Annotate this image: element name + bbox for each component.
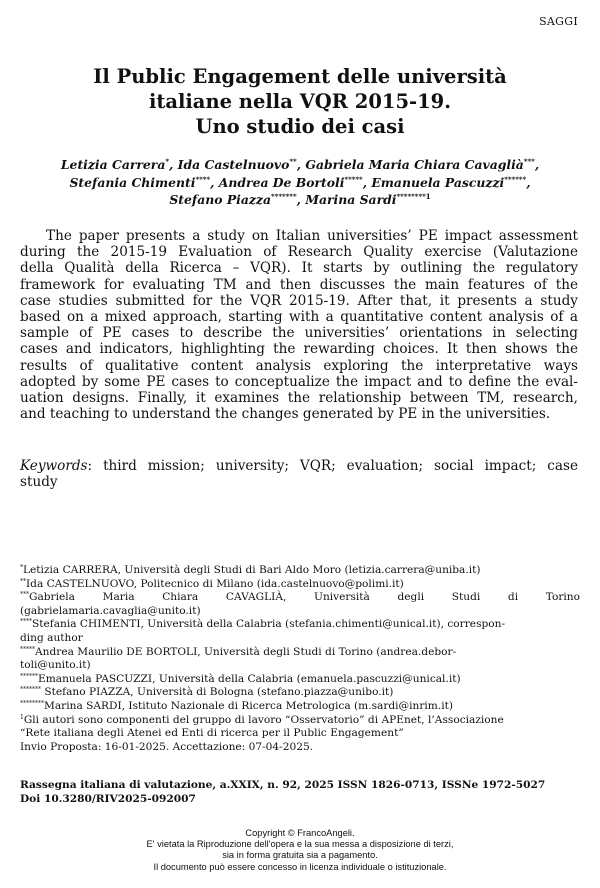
author-separator: , bbox=[526, 174, 531, 190]
author-separator: , bbox=[296, 157, 306, 172]
author-mark: ********1 bbox=[396, 192, 431, 201]
footnote-mark: ***** bbox=[20, 645, 35, 653]
footnote-continuation: toli@unito.it) bbox=[20, 659, 91, 672]
section-label: SAGGI bbox=[539, 15, 578, 28]
author-line bbox=[20, 174, 580, 192]
title-line: Uno studio dei casi bbox=[195, 115, 405, 138]
abstract-line: della Qualità della Ricerca – VQR). It starts by outlining the regulatory bbox=[20, 260, 578, 277]
footnote: ******Emanuela PASCUZZI, Università della Calabria (emanuela.pascuzzi@unical.it) bbox=[20, 672, 461, 685]
keywords bbox=[20, 458, 578, 490]
footnote-mark: 1 bbox=[20, 713, 24, 721]
footnote-continuation: ding author bbox=[20, 631, 83, 644]
journal-doi: Doi 10.3280/RIV2025-092007 bbox=[20, 792, 196, 805]
footnote-mark: **** bbox=[20, 618, 32, 626]
author-name: Letizia Carrera bbox=[60, 157, 166, 172]
author-separator: , bbox=[362, 174, 372, 190]
author-mark: ****** bbox=[504, 174, 527, 184]
article-title bbox=[40, 64, 560, 139]
footnote: **Ida CASTELNUOVO, Politecnico di Milano (ida.castelnuovo@polimi.it) bbox=[20, 577, 404, 590]
author-list bbox=[20, 156, 580, 209]
footnote-continuation: “Rete italiana degli Atenei ed Enti di ricerca per il Public Engagement” bbox=[20, 727, 404, 740]
footnote: *Letizia CARRERA, Università degli Studi di Bari Aldo Moro (letizia.carrera@uniba.it) bbox=[20, 564, 481, 576]
abstract-line: based on a mixed approach, starting with a quantitative content analysis of a bbox=[20, 308, 578, 325]
author-mark: * bbox=[165, 157, 170, 166]
footnote-mark: ** bbox=[20, 577, 26, 585]
author-line bbox=[20, 191, 580, 209]
author-name: Emanuela Pascuzzi bbox=[371, 174, 505, 190]
author-separator: , bbox=[210, 174, 219, 190]
footnote: ***Gabriela Maria Chiara CAVAGLIÀ, Università degli Studi di Torino bbox=[20, 591, 580, 604]
footnote-mark: ******* bbox=[20, 686, 41, 694]
footnote: $^1$Gli autori sono componenti del gruppo di lavoro “Osservatorio” di APEnet, l’Associazione bbox=[20, 713, 504, 726]
abstract-line: uation designs. Finally, it examines the relationship between TM, research, bbox=[20, 389, 578, 406]
author-mark: ** bbox=[289, 157, 297, 166]
keywords-text: : third mission; university; VQR; evaluation; social impact; case bbox=[87, 458, 578, 474]
abstract-line: and teaching to understand the changes generated by PE in the universities. bbox=[20, 406, 551, 423]
author-name: Andrea De Bortoli bbox=[218, 174, 345, 190]
copyright-notice bbox=[0, 828, 600, 873]
author-name: Ida Castelnuovo bbox=[177, 157, 290, 172]
keywords-label: Keywords bbox=[20, 458, 88, 474]
author-name: Gabriela Maria Chiara Cavaglià bbox=[305, 157, 524, 172]
author-mark: ***** bbox=[344, 174, 363, 184]
copyright-line: sia in forma gratuita sia a pagamento. bbox=[222, 850, 378, 861]
author-name: Stefano Piazza bbox=[169, 192, 271, 207]
footnote-mark: *** bbox=[20, 591, 29, 599]
author-line bbox=[20, 156, 580, 174]
author-separator: , bbox=[169, 157, 178, 172]
footnote-mark: ******** bbox=[20, 699, 44, 707]
author-separator: , bbox=[296, 192, 306, 207]
copyright-line: Copyright © FrancoAngeli. bbox=[245, 828, 355, 838]
abstract-line: adopted by some PE cases to conceptualize the impact and to define the eval- bbox=[20, 373, 578, 390]
footnote-continuation: (gabrielamaria.cavaglia@unito.it) bbox=[20, 604, 201, 617]
author-name: Marina Sardi bbox=[305, 192, 397, 207]
footnote-mark: ****** bbox=[20, 672, 38, 680]
footnotes bbox=[20, 564, 580, 754]
footnote: ********Marina SARDI, Istituto Nazionale di Ricerca Metrologica (m.sardi@inrim.it) bbox=[20, 699, 453, 712]
footnote: ****Stefania CHIMENTI, Università della Calabria (stefania.chimenti@unical.it), correspon- bbox=[20, 618, 506, 631]
footnote-mark: * bbox=[20, 564, 23, 571]
journal-citation: Rassegna italiana di valutazione, a.XXIX, n. 92, 2025 ISSN 1826-0713, ISSNe 1972-5027 bbox=[20, 779, 546, 791]
journal-info bbox=[20, 779, 580, 807]
abstract-line: case studies submitted for the VQR 2015-19. After that, it presents a study bbox=[20, 292, 578, 309]
copyright-line: E' vietata la Riproduzione dell'opera e la sua messa a disposizione di terzi, bbox=[146, 839, 454, 850]
abstract-line: The paper presents a study on Italian universities’ PE impact assessment bbox=[46, 228, 578, 244]
abstract bbox=[20, 228, 578, 422]
author-separator: , bbox=[534, 157, 540, 172]
author-mark: *** bbox=[523, 157, 535, 166]
footnote: ******* Stefano PIAZZA, Università di Bologna (stefano.piazza@unibo.it) bbox=[20, 686, 394, 699]
keywords-line bbox=[20, 458, 578, 474]
abstract-line: sample of PE cases to describe the universities’ orientations in selecting bbox=[20, 325, 578, 342]
keywords-line: study bbox=[20, 474, 58, 491]
title-line: italiane nella VQR 2015-19. bbox=[148, 90, 452, 113]
author-mark: **** bbox=[195, 174, 211, 184]
author-mark: ******* bbox=[271, 192, 297, 201]
footnote: *****Andrea Maurilio DE BORTOLI, Università degli Studi di Torino (andrea.debor- bbox=[20, 645, 457, 658]
submission-dates: Invio Proposta: 16-01-2025. Accettazione: 07-04-2025. bbox=[20, 740, 314, 753]
abstract-line: framework for evaluating TM and then discusses the main features of the bbox=[20, 276, 578, 293]
abstract-line: cases and indicators, highlighting the rewarding choices. It then shows the bbox=[20, 341, 578, 358]
abstract-line: during the 2015-19 Evaluation of Research Quality exercise (Valutazione bbox=[20, 244, 578, 261]
abstract-line: results of qualitative content analysis exploring the interpretative ways bbox=[20, 357, 578, 374]
title-line: Il Public Engagement delle università bbox=[93, 65, 507, 88]
copyright-line: Il documento può essere concesso in licenza individuale o istituzionale. bbox=[153, 861, 447, 872]
author-name: Stefania Chimenti bbox=[69, 174, 196, 190]
